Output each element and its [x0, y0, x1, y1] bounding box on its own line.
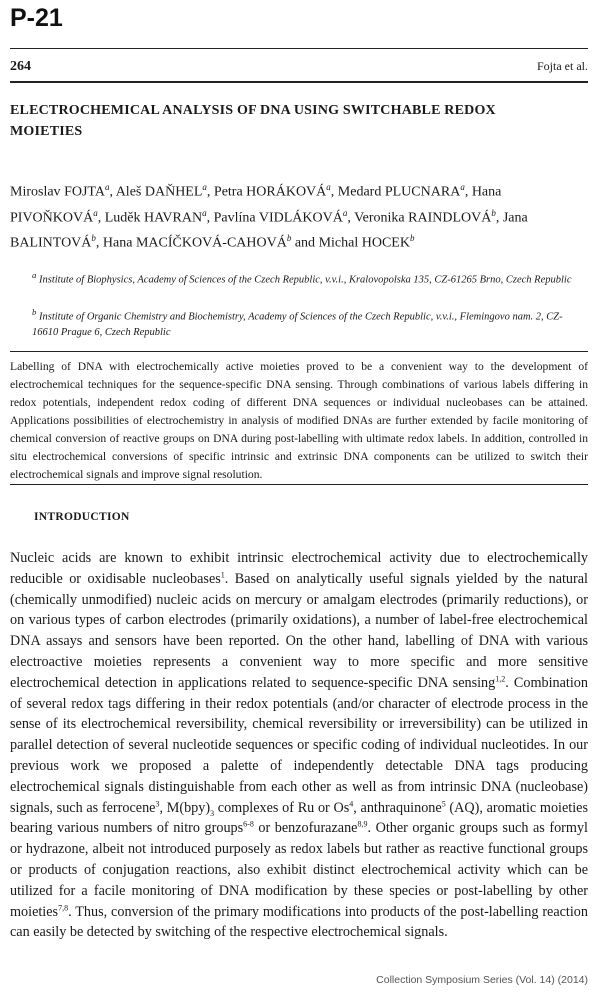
introduction-paragraph: [10, 548, 588, 943]
author-given-name: Hana: [102, 235, 133, 251]
author-separator: ,: [206, 184, 214, 200]
author-given-name: Michal: [318, 235, 359, 251]
author-family-name: FOJTA: [64, 184, 105, 200]
citation-ref: 8,9: [357, 819, 368, 829]
poster-code: P-21: [10, 4, 63, 32]
body-text-1: Nucleic acids are known to exhibit intrinsic electrochemical activity due to electrochemically reducible or oxidisable nucleobases: [10, 550, 588, 587]
author-affiliation-mark: a: [202, 182, 207, 192]
author-affiliation-mark: b: [491, 207, 496, 218]
author-family-name: VIDLÁKOVÁ: [258, 210, 343, 226]
affiliation-a-mark: a: [32, 270, 37, 280]
author-affiliation-mark: a: [326, 182, 331, 192]
author-separator: ,: [347, 210, 355, 226]
abstract-top-rule: [10, 351, 588, 352]
citation-ref: 5: [441, 798, 446, 808]
citation-ref: 3: [155, 798, 160, 808]
author-affiliation-mark: b: [409, 233, 415, 244]
citation-ref: 7,8: [58, 902, 69, 912]
author-affiliation-mark: b: [91, 233, 96, 244]
author-affiliation-mark: a: [460, 182, 465, 192]
body-text-3: . Combination of several redox tags differing in their redox potentials (and/or character of electrode process in the sense of its electrochemical reversibility, chemical reversibility or irreversibility) can be utilized in parallel detection of several nucleotide sequences or specific coding of individual nucleotides. In our previous work we proposed a palette of independently detectable DNA tags producing electrochemical signals distinguishable from each other as well as from intrinsic DNA (nucleobase) signals, such as ferrocene: [10, 674, 588, 816]
author-family-name: RAINDLOVÁ: [408, 210, 492, 226]
author-affiliation-mark: a: [342, 207, 348, 218]
affiliation-a-text: Institute of Biophysics, Academy of Sciences of the Czech Republic, v.v.i., Kralovopolska 135, CZ-61265 Brno, Czech Republic: [39, 274, 572, 286]
author-family-name: DAŇHEL: [144, 184, 203, 200]
body-text-8: or benzofurazane: [253, 820, 358, 837]
top-rule: [10, 48, 588, 49]
affiliation-a: [32, 268, 582, 288]
citation-ref: 1: [220, 570, 225, 580]
author-family-name: HORÁKOVÁ: [246, 184, 327, 200]
author-separator: ,: [464, 184, 472, 200]
author-affiliation-mark: b: [286, 233, 292, 244]
author-separator: and: [291, 235, 319, 251]
abstract: Labelling of DNA with electrochemically active moieties proved to be a convenient way to the development of electrochemical techniques for the sequence-specific DNA sensing. Through combinations of various labels differing in redox potentials, independent redox coding of different DNA sequences or individual nucleobases can be attained. Applications possibilities of electrochemistry in analysis of modified DNAs are further extended by facile monitoring of chemical conversion of reactive groups on DNA during post-labelling with ultimate redox labels. In addition, controlled in situ electrochemical conversions of specific intrinsic and extrinsic DNA components can be utilized to switch their electrochemical signals and improve signal resolution.: [10, 360, 588, 481]
body-text-5: complexes of Ru or Os: [214, 799, 350, 816]
author-family-name: BALINTOVÁ: [10, 235, 92, 251]
author-family-name: PLUCNARA: [384, 184, 461, 200]
body-text-7: (AQ), aromatic moieties bearing various numbers of nitro groups: [10, 799, 589, 837]
running-author: Fojta et al.: [537, 59, 588, 73]
citation-ref: 4: [349, 798, 354, 808]
author-separator: ,: [97, 210, 105, 226]
author-given-name: Petra: [213, 184, 243, 200]
page-number: 264: [10, 59, 31, 74]
author-given-name: Veronika: [354, 210, 405, 226]
affiliation-b-mark: b: [32, 307, 37, 317]
body-text-6: , anthraquinone: [353, 799, 442, 816]
author-given-name: Medard: [337, 184, 382, 200]
author-separator: ,: [95, 235, 103, 251]
citation-ref: 1,2: [495, 674, 506, 684]
author-affiliation-mark: a: [93, 207, 98, 218]
author-family-name: HOCEK: [361, 235, 410, 251]
author-family-name: HAVRAN: [144, 210, 203, 226]
series-footer: Collection Symposium Series (Vol. 14) (2014): [376, 974, 588, 986]
author-given-name: Aleš: [115, 184, 142, 200]
author-separator: ,: [206, 210, 214, 226]
author-family-name: PIVOŇKOVÁ: [10, 210, 94, 226]
formula-subscript: 3: [210, 808, 215, 818]
author-separator: ,: [495, 210, 503, 226]
citation-ref: 6-8: [243, 819, 254, 829]
author-affiliation-mark: a: [202, 207, 207, 218]
affiliation-b-text: Institute of Organic Chemistry and Biochemistry, Academy of Sciences of the Czech Republic, v.v.i., Flemingovo nam. 2, CZ-16610 Prague 6, Czech Republic: [32, 311, 563, 338]
author-given-name: Pavlína: [213, 210, 256, 226]
author-given-name: Luděk: [104, 210, 141, 226]
author-family-name: MACÍČKOVÁ-CAHOVÁ: [135, 235, 287, 251]
author-given-name: Hana: [471, 184, 502, 200]
author-separator: ,: [330, 184, 338, 200]
body-text-10: . Thus, conversion of the primary modifications into products of the post-labelling reaction can easily be detected by switching of the respective electrochemical signals.: [10, 903, 588, 941]
header-rule: [10, 81, 588, 83]
body-text-9: . Other organic groups such as formyl or hydrazone, albeit not introduced purposely as redox labels but rather as reactive functional groups or products of conjugation reactions, also exhibit distinct electrochemical activity which can be utilized for a facile monitoring of DNA modification by these species or post-labelling by other moieties: [10, 820, 588, 920]
author-given-name: Jana: [502, 210, 528, 226]
author-list: [10, 177, 580, 254]
author-affiliation-mark: a: [104, 182, 110, 192]
author-given-name: Miroslav: [10, 184, 61, 200]
article-title: ELECTROCHEMICAL ANALYSIS OF DNA USING SWITCHABLE REDOX MOIETIES: [10, 103, 496, 139]
abstract-bottom-rule: [10, 484, 588, 485]
affiliation-b: [32, 305, 582, 341]
section-heading: INTRODUCTION: [34, 511, 130, 523]
body-text-4: , M(bpy): [159, 799, 211, 816]
page-header: [10, 59, 588, 75]
author-separator: ,: [109, 184, 116, 200]
body-text-2: . Based on analytically useful signals yielded by the natural (chemically unmodified) nucleic acids on mercury or amalgam electrodes (primarily reductions), or on various types of carbon electrodes (primarily oxidations), a number of label-free electrochemical DNA assays and sensors have been reported. On the other hand, labelling of DNA with various electroactive moieties represents a convenient way to more specific and more sensitive electrochemical detection in applications related to sequence-specific DNA sensing: [10, 570, 588, 691]
